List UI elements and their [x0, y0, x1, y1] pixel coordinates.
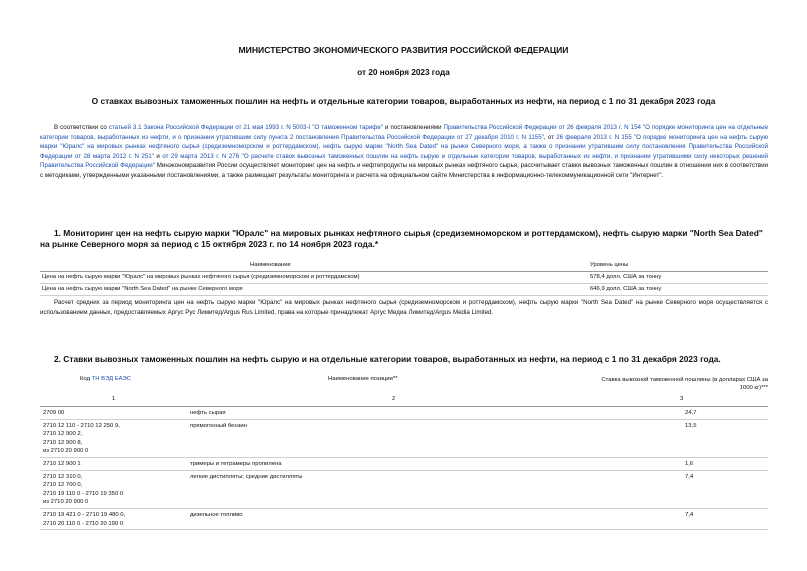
- price-col-name-header: Наименование: [250, 262, 291, 268]
- intro-text-3: , от: [543, 133, 557, 141]
- price-row-name: Цена на нефть сырую марки "North Sea Dated" на рынке Северного моря: [42, 286, 243, 292]
- column-number: 2: [392, 396, 396, 402]
- resolution-155-link[interactable]: 26 февраля 2013 г. N 155 "О порядке мониторинга цен на нефть сырую марки "Юралс" на мировых рынках нефтяного сырья (средиземноморском и роттердамском), нефть сырую марки "North Sea Dated" на рынке Северного моря, а также о признании утратившим силу постановления Правительства Российской Федерации от 28 марта 2012 г. N 251": [40, 133, 769, 160]
- law-link[interactable]: статьей 3.1 Закона Российской Федерации от 21 мая 1993 г. N 5003-I "О таможенном тарифе": [108, 124, 384, 131]
- duty-table: [40, 376, 768, 530]
- resolution-276-link[interactable]: от 29 марта 2013 г. N 276 "О расчете ставок вывозных таможенных пошлин на нефть сырую и отдельные категории товаров, выработанных из нефти, и признании утратившими силу некоторых решений Правительства Российской Федерации": [40, 152, 768, 170]
- section-1-title: 1. Мониторинг цен на нефть сырую марки "Юралс" на мировых рынках нефтяного сырья (средиземноморском и роттердамском), нефть сырую марки "North Sea Dated" на рынке Северного моря за период с 15 октября 2023 г. по 14 ноября 2023 года.*: [40, 228, 763, 249]
- duty-row-name: тримеры и тетрамеры пропилена: [190, 460, 282, 467]
- duty-row-rate: 7,4: [685, 511, 694, 518]
- column-number: 1: [112, 396, 116, 402]
- method-paragraph: Расчет средних за период мониторинга цен на нефть сырую марки "Юралс" на мировых рынках нефтяного сырья (средиземноморском и роттердамском), нефть сырую марки "North Sea Dated" на рынке Северного моря осуществляется с использованием данных, предоставляемых Аргус Рус Лимитед/Argus Rus Limited, права на которые принадлежат Аргус Медиа Лимитед/Argus Media Limited.: [40, 299, 768, 316]
- intro-text-1: В соответствии со: [54, 124, 109, 131]
- duty-row-name: дизельное топливо: [190, 511, 243, 518]
- intro-text-5: Минэкономразвития России осуществляет мониторинг цен на нефть и нефтепродукты на мировых рынках нефтяного сырья, рассчитывает ставки вывозных таможенных пошлин в отношении них в соответствии с методиками, утвержденными указанными постановлениями, а также размещает результаты мониторинга и расчета на официальном сайте Министерства в информационно-телекоммуникационной сети "Интернет".: [40, 162, 768, 179]
- duty-table-column-numbers: [40, 396, 768, 407]
- price-col-level-header: Уровень цены: [590, 262, 629, 268]
- table-row: [40, 458, 768, 471]
- duty-row-rate: 13,5: [685, 422, 697, 429]
- ministry-heading: МИНИСТЕРСТВО ЭКОНОМИЧЕСКОГО РАЗВИТИЯ РОССИЙСКОЙ ФЕДЕРАЦИИ: [238, 45, 569, 55]
- price-row-value: 646,9 долл. США за тонну: [590, 286, 662, 292]
- intro-paragraph: [40, 123, 768, 181]
- column-number: 3: [680, 396, 684, 402]
- table-row: [40, 272, 768, 284]
- document-title: О ставках вывозных таможенных пошлин на нефть и отдельные категории товаров, выработанных из нефти, на период с 1 по 31 декабря 2023 года: [91, 96, 716, 106]
- duty-row-rate: 24,7: [685, 410, 697, 416]
- price-row-name: Цена на нефть сырую марки "Юралс" на мировых рынках нефтяного сырья (средиземноморском и роттердамском): [42, 274, 360, 280]
- price-row-value: 578,4 долл. США за тонну: [590, 274, 662, 280]
- document-date: от 20 ноября 2023 года: [357, 68, 450, 77]
- duty-col-rate-header: Ставка вывозной таможенной пошлины (в долларах США за 1000 кг)***: [601, 377, 768, 391]
- duty-col-name-header: Наименование позиции**: [328, 376, 398, 382]
- duty-row-code: 2709 00: [43, 410, 65, 416]
- table-row: [40, 471, 768, 509]
- duty-row-code: 2710 12 900 1: [43, 460, 81, 467]
- duty-row-name: легкие дистилляты; средние дистилляты: [190, 473, 303, 480]
- duty-row-name: нефть сырая: [190, 410, 226, 416]
- duty-col-code-header: [80, 376, 200, 382]
- duty-row-code: 2710 19 421 0 - 2710 19 480 0, 2710 20 110 0 - 2710 20 190 0: [43, 511, 126, 527]
- table-row: [40, 284, 768, 296]
- duty-row-rate: 1,6: [685, 460, 694, 467]
- table-row: [40, 420, 768, 458]
- resolution-154-link[interactable]: Правительства Российской Федерации от 26 февраля 2013 г. N 154 "О порядке мониторинга цен на отдельные категории товаров, выработанных из нефти, и о признании утратившим силу пункта 2 постановления Правительства Российской Федерации от 27 декабря 2010 г. N 1155": [40, 124, 769, 141]
- duty-row-code: 2710 12 310 0, 2710 12 700 0, 2710 19 110 0 - 2710 19 350 0 из 2710 20 900 0: [43, 473, 124, 506]
- table-row: [40, 407, 768, 420]
- tnved-link[interactable]: ТН ВЭД ЕАЭС: [91, 376, 131, 382]
- duty-row-name: прямогонный бензин: [190, 422, 247, 429]
- duty-table-header: [40, 376, 768, 396]
- duty-row-rate: 7,4: [685, 473, 694, 480]
- duty-row-code: 2710 12 110 - 2710 12 250 9, 2710 12 900 2, 2710 12 900 8, из 2710 20 900 0: [43, 422, 120, 455]
- duty-col-code-prefix: Код: [80, 376, 92, 382]
- price-table-header: [40, 260, 768, 272]
- intro-text-2: и постановлениями: [383, 124, 444, 131]
- table-row: [40, 509, 768, 530]
- section-2-title: 2. Ставки вывозных таможенных пошлин на нефть сырую и на отдельные категории товаров, выработанных из нефти, на период с 1 по 31 декабря 2023 года.: [54, 354, 721, 364]
- price-table: [40, 260, 768, 296]
- intro-text-4: и: [153, 152, 163, 160]
